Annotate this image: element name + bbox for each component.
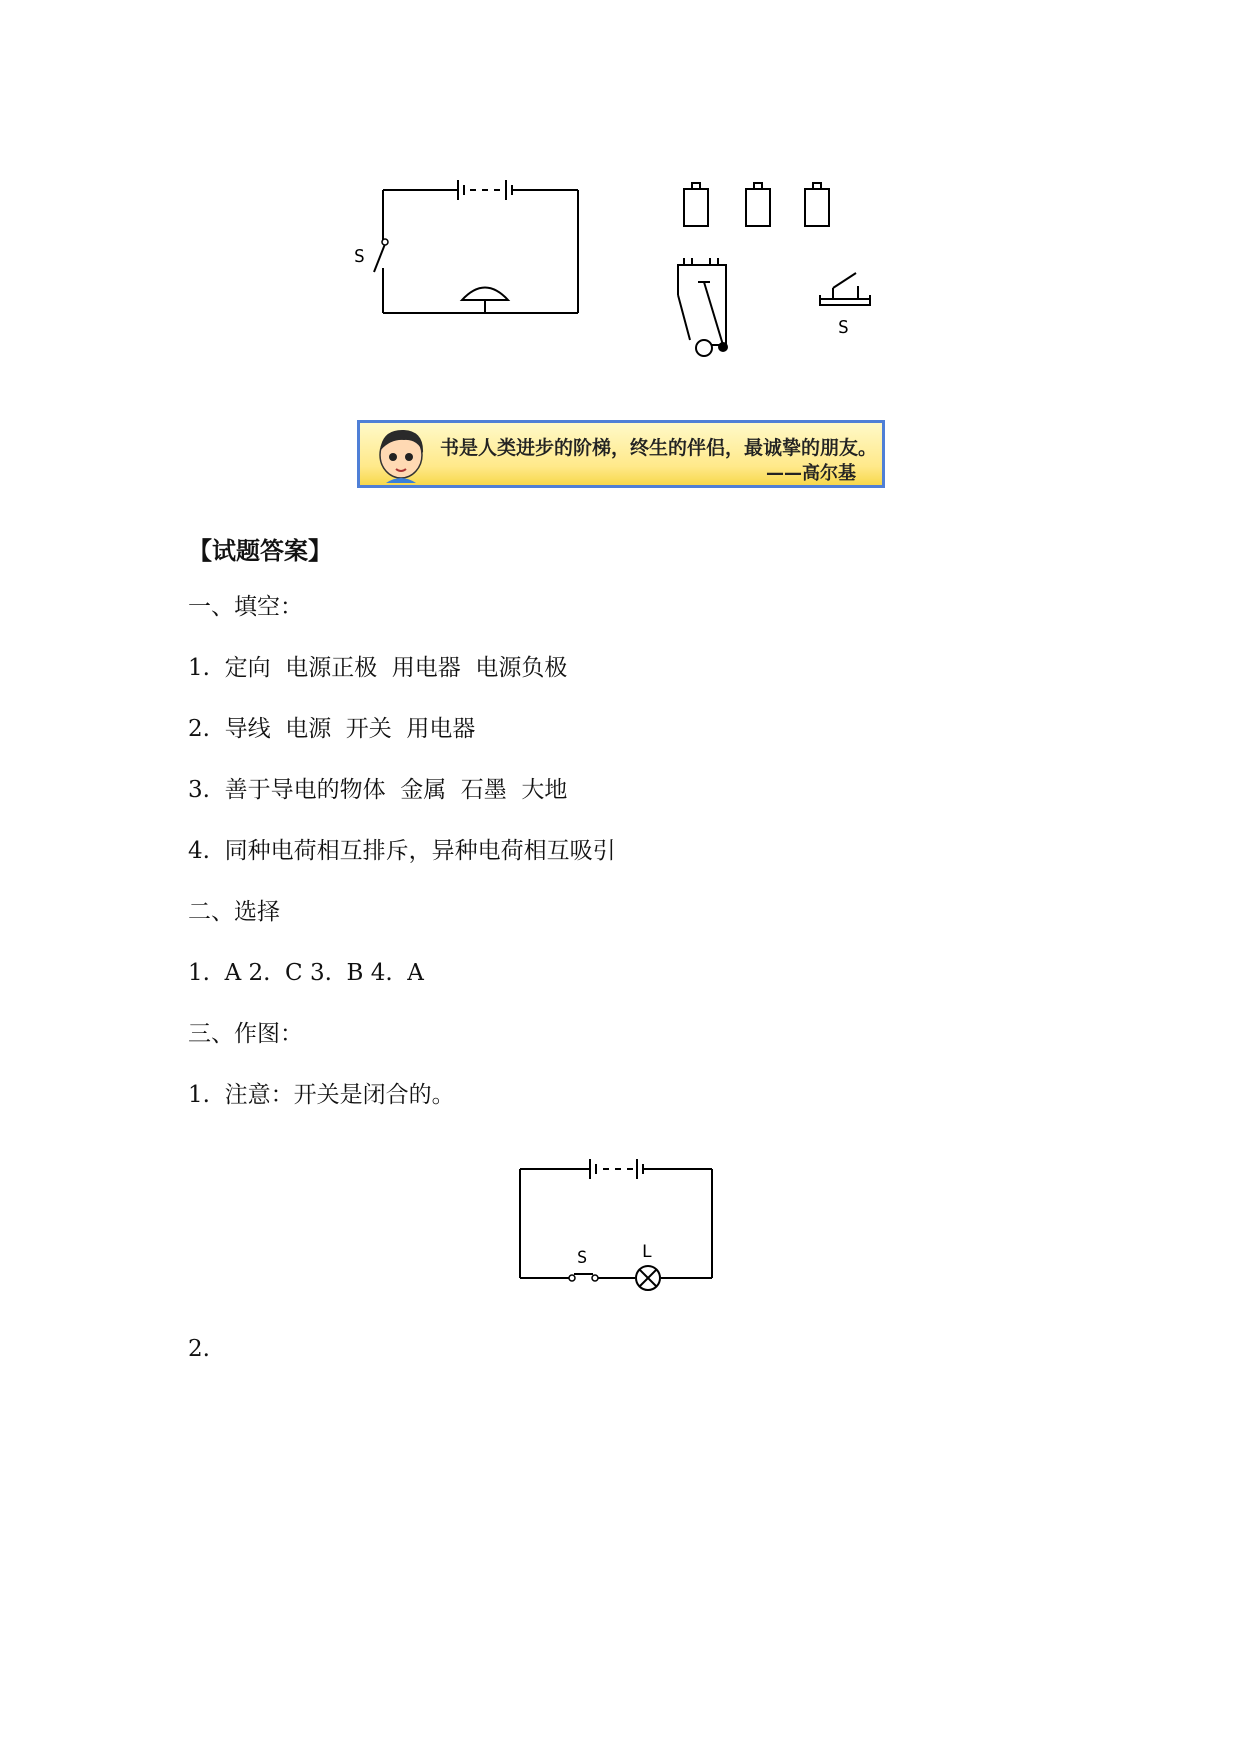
boy-face-icon: [368, 425, 434, 485]
answer-item: 4. 同种电荷相互排斥，异种电荷相互吸引: [188, 838, 616, 864]
banner-author: ——高尔基: [766, 463, 856, 484]
answers-heading: 【试题答案】: [188, 537, 332, 565]
answer-item: 1. A 2. C 3. B 4. A: [188, 960, 424, 986]
battery-cell-1: [684, 189, 708, 226]
answer-item: 2.: [188, 1336, 210, 1362]
section-title-choice: 二、选择: [188, 899, 280, 925]
circuit-diagram-top: [340, 170, 600, 330]
section-title-fill-blank: 一、填空：: [188, 594, 303, 620]
answer-item: 1. 定向 电源正极 用电器 电源负极: [188, 655, 568, 681]
switch-component-label: S: [838, 317, 849, 338]
lamp-label: L: [642, 1242, 653, 1262]
quote-banner: [357, 420, 885, 488]
answer-item: 1. 注意：开关是闭合的。: [188, 1082, 455, 1108]
banner-quote: 书是人类进步的阶梯，终生的伴侣，最诚挚的朋友。: [440, 437, 878, 459]
circuit-components: [670, 170, 890, 370]
answer-item: 3. 善于导电的物体 金属 石墨 大地: [188, 777, 568, 803]
battery-cell-2: [746, 189, 770, 226]
section-title-drawing: 三、作图：: [188, 1021, 303, 1047]
answer-item: 2. 导线 电源 开关 用电器: [188, 716, 476, 742]
battery-cell-3: [805, 189, 829, 226]
circuit-diagram-answer: [515, 1155, 725, 1295]
switch-label: S: [577, 1248, 588, 1268]
switch-label: S: [354, 246, 365, 267]
